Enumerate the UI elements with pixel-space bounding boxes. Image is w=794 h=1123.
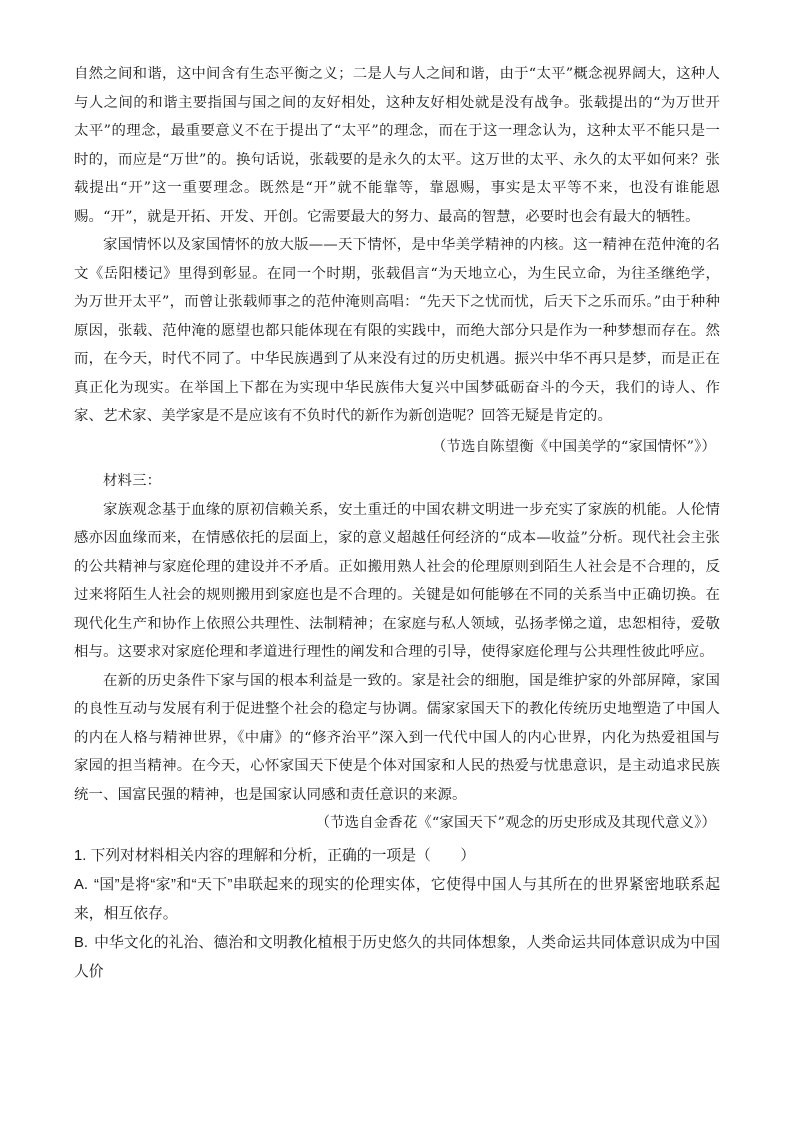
option-a-text: “国”是将“家”和“天下”串联起来的现实的伦理实体，它使得中国人与其所在的世界紧密地联系起来，相互依存。: [74, 876, 720, 922]
passage-paragraph-4: 在新的历史条件下家与国的根本利益是一致的。家是社会的细胞，国是维护家的外部屏障，家国的良性互动与发展有利于促进整个社会的稳定与协调。儒家家国天下的教化传统历史地塑造了中国人的内在人格与精神世界，《中庸》的“修齐治平”深入到一代代中国人的内心世界，内化为热爱祖国与家园的担当精神。在今天，心怀家国天下使是个体对国家和人民的热爱与忧患意识，是主动追求民族统一、国富民强的精神，也是国家认同感和责任意识的来源。: [74, 672, 720, 803]
option-b-text: 中华文化的礼治、德治和文明教化植根于历史悠久的共同体想象，人类命运共同体意识成为中国人价: [74, 934, 720, 980]
option-a: [74, 871, 720, 929]
option-b-letter: B.: [74, 934, 88, 951]
option-b: [74, 929, 720, 987]
reading-passage: [74, 60, 720, 838]
source-citation-3: （节选自金香花《“家国天下”观念的历史形成及其现代意义》）: [315, 815, 716, 831]
material-3-heading: 材料三：: [103, 473, 162, 489]
document-page: [74, 60, 720, 987]
passage-paragraph-1: 自然之间和谐，这中间含有生态平衡之义；二是人与人之间和谐，由于“太平”概念视界阔大，这种人与人之间的和谐主要指国与国之间的友好相处，这种友好相处就是没有战争。张载提出的“为万世开太平”的理念，最重要意义不在于提出了“太平”的理念，而在于这一理念认为，这种太平不能只是一时的，而应是“万世”的。换句话说，张载要的是永久的太平。这万世的太平、永久的太平如何来？张载提出“开”这一重要理念。既然是“开”就不能靠等，靠恩赐，事实是太平等不来，也没有谁能恩赐。“开”，就是开拓、开发、开创。它需要最大的努力、最高的智慧，必要时也会有最大的牺牲。: [74, 66, 720, 225]
passage-paragraph-2: 家国情怀以及家国情怀的放大版——天下情怀，是中华美学精神的内核。这一精神在范仲淹的名文《岳阳楼记》里得到彰显。在同一个时期，张载倡言“为天地立心，为生民立命，为往圣继绝学，为万世开太平”，而曾让张载师事之的范仲淹则高唱：“先天下之忧而忧，后天下之乐而乐。”由于种种原因，张载、范仲淹的愿望也都只能体现在有限的实践中，而绝大部分只是作为一种梦想而存在。然而，在今天，时代不同了。中华民族遇到了从来没有过的历史机遇。振兴中华不再只是梦，而是正在真正化为现实。在举国上下都在为实现中华民族伟大复兴中国梦砥砺奋斗的今天，我们的诗人、作家、艺术家、美学家是不是应该有不负时代的新作为新创造呢？回答无疑是肯定的。: [74, 237, 720, 424]
question-stem: 1. 下列对材料相关内容的理解和分析，正确的一项是（ ）: [74, 847, 476, 864]
source-citation-2: （节选自陈望衡《中国美学的“家国情怀”》）: [431, 438, 716, 455]
passage-paragraph-3: 家族观念基于血缘的原初信赖关系，安土重迁的中国农耕文明进一步充实了家族的机能。人伦情感亦因血缘而来，在情感依托的层面上，家的意义超越任何经济的“成本—收益”分析。现代社会主张的公共精神与家庭伦理的建设并不矛盾。正如搬用熟人社会的伦理原则到陌生人社会是不合理的，反过来将陌生人社会的规则搬用到家庭也是不合理的。关键是如何能够在不同的关系当中正确切换。在现代化生产和协作上依照公共理性、法制精神；在家庭与私人领域，弘扬孝悌之道，忠恕相待，爱敬相与。这要求对家庭伦理和孝道进行理性的阐发和合理的引导，使得家庭伦理与公共理性彼此呼应。: [74, 501, 720, 660]
question-1: [74, 842, 720, 987]
option-a-letter: A.: [74, 876, 88, 893]
